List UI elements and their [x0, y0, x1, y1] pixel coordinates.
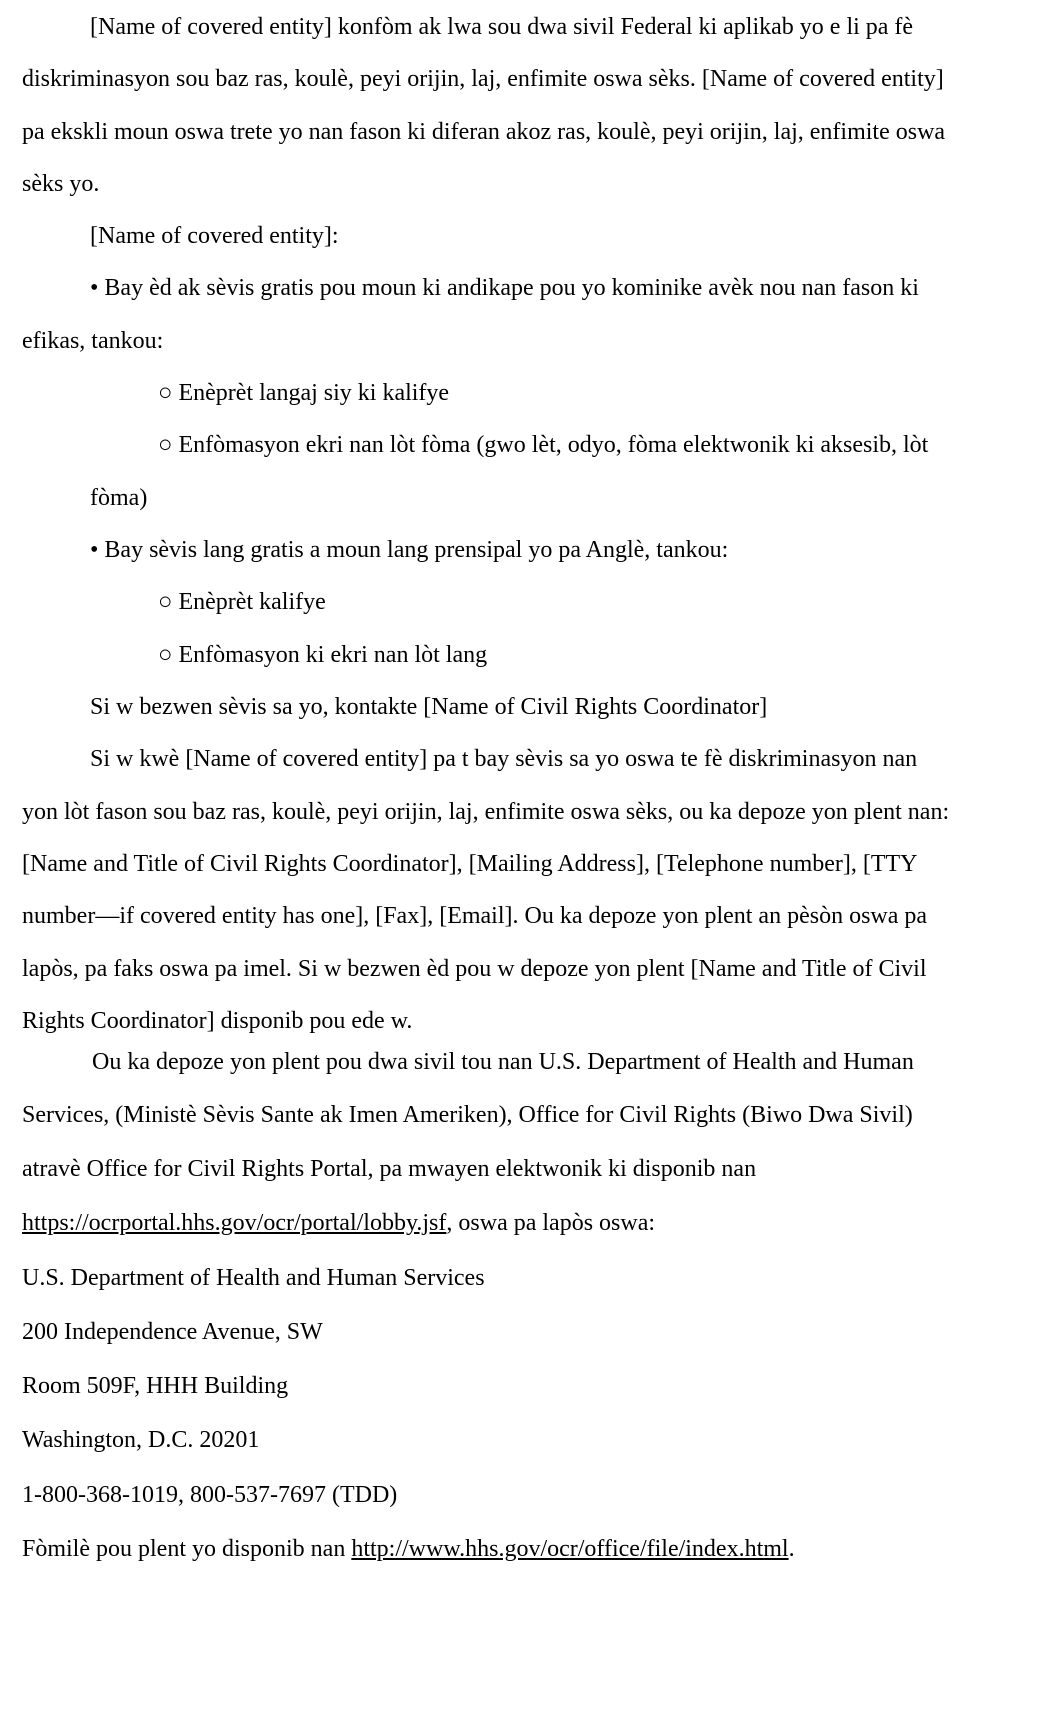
bullet-1-line-2: efikas, tankou:	[22, 328, 164, 354]
complaint-forms-suffix: .	[788, 1536, 795, 1562]
address-line-1: U.S. Department of Health and Human Services	[22, 1265, 485, 1291]
address-line-4: Washington, D.C. 20201	[22, 1427, 260, 1453]
address-line-3: Room 509F, HHH Building	[22, 1373, 289, 1399]
paragraph-5-line-4	[22, 1208, 655, 1238]
complaint-forms-link[interactable]: http://www.hhs.gov/ocr/office/file/index.html	[351, 1536, 789, 1562]
paragraph-4-line-2: yon lòt fason sou baz ras, koulè, peyi orijin, laj, enfimite oswa sèks, ou ka depoze yon plent nan:	[22, 799, 950, 825]
ocr-portal-link[interactable]: https://ocrportal.hhs.gov/ocr/portal/lobby.jsf	[22, 1210, 447, 1236]
address-line-2: 200 Independence Avenue, SW	[22, 1319, 323, 1345]
paragraph-4-line-3: [Name and Title of Civil Rights Coordinator], [Mailing Address], [Telephone number], [TTY	[22, 851, 918, 877]
complaint-forms-prefix: Fòmilè pou plent yo disponib nan	[22, 1536, 352, 1562]
sub-bullet-4: ○ Enfòmasyon ki ekri nan lòt lang	[158, 642, 488, 668]
paragraph-5-line-1: Ou ka depoze yon plent pou dwa sivil tou nan U.S. Department of Health and Human	[92, 1049, 914, 1075]
paragraph-4-line-4: number—if covered entity has one], [Fax], [Email]. Ou ka depoze yon plent an pèsòn oswa pa	[22, 903, 928, 929]
address-phone: 1-800-368-1019, 800-537-7697 (TDD)	[22, 1482, 398, 1508]
paragraph-1-line-1: [Name of covered entity] konfòm ak lwa sou dwa sivil Federal ki aplikab yo e li pa fè	[90, 14, 914, 40]
paragraph-5-line-2: Services, (Ministè Sèvis Sante ak Imen Ameriken), Office for Civil Rights (Biwo Dwa Sivil)	[22, 1102, 913, 1128]
sub-bullet-2-line-1: ○ Enfòmasyon ekri nan lòt fòma (gwo lèt, odyo, fòma elektwonik ki aksesib, lòt	[158, 432, 929, 458]
paragraph-4-line-1: Si w kwè [Name of covered entity] pa t bay sèvis sa yo oswa te fè diskriminasyon nan	[90, 746, 918, 772]
paragraph-2-line-1: [Name of covered entity]:	[90, 223, 339, 249]
paragraph-5-line-4-rest: , oswa pa lapòs oswa:	[446, 1210, 656, 1236]
sub-bullet-3: ○ Enèprèt kalifye	[158, 589, 326, 615]
bullet-2-line-1: • Bay sèvis lang gratis a moun lang prensipal yo pa Anglè, tankou:	[90, 537, 729, 563]
paragraph-5-line-3: atravè Office for Civil Rights Portal, pa mwayen elektwonik ki disponib nan	[22, 1156, 757, 1182]
bullet-1-line-1: • Bay èd ak sèvis gratis pou moun ki andikape pou yo kominike avèk nou nan fason ki	[90, 275, 919, 301]
paragraph-1-line-4: sèks yo.	[22, 171, 100, 197]
sub-bullet-2-line-2: fòma)	[90, 485, 148, 511]
paragraph-4-line-5: lapòs, pa faks oswa pa imel. Si w bezwen èd pou w depoze yon plent [Name and Title of Civil	[22, 956, 927, 982]
paragraph-1-line-3: pa ekskli moun oswa trete yo nan fason ki diferan akoz ras, koulè, peyi orijin, laj, enfimite oswa	[22, 119, 946, 145]
paragraph-3-line-1: Si w bezwen sèvis sa yo, kontakte [Name of Civil Rights Coordinator]	[90, 694, 768, 720]
paragraph-1-line-2: diskriminasyon sou baz ras, koulè, peyi orijin, laj, enfimite oswa sèks. [Name of covered entity]	[22, 66, 944, 92]
paragraph-4-line-6: Rights Coordinator] disponib pou ede w.	[22, 1008, 413, 1034]
complaint-forms-line	[22, 1534, 795, 1564]
sub-bullet-1: ○ Enèprèt langaj siy ki kalifye	[158, 380, 450, 406]
